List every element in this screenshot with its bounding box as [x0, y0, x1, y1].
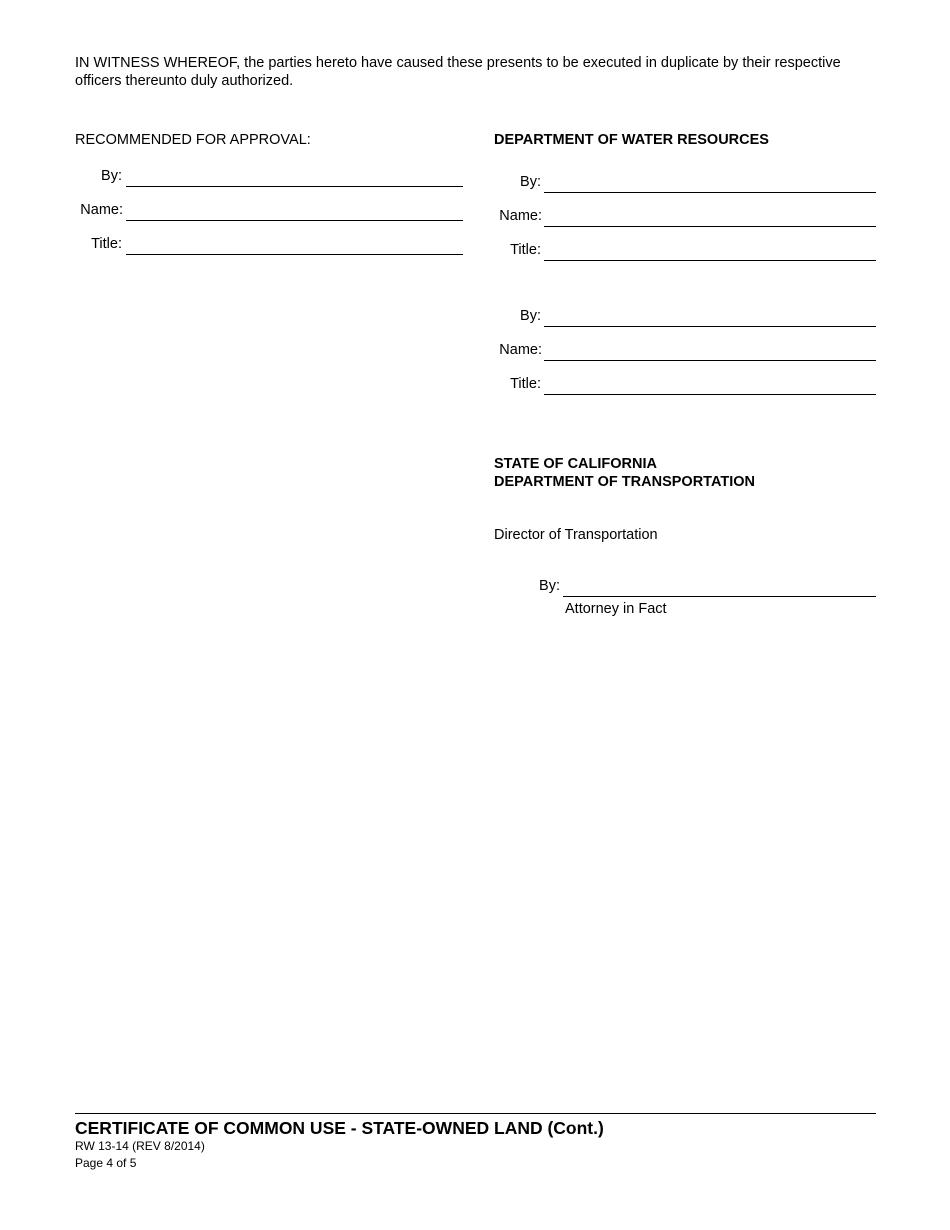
dwr-signer2-name-label: Name: — [499, 342, 542, 358]
dwr-heading: DEPARTMENT OF WATER RESOURCES — [494, 132, 769, 148]
state-by-signature-line[interactable] — [563, 596, 876, 597]
dwr-signer1-by-label: By: — [520, 174, 541, 190]
recommended-by-label: By: — [101, 168, 122, 184]
dwr-signer1-by-signature-line[interactable] — [544, 192, 876, 193]
form-number: RW 13-14 (REV 8/2014) — [75, 1139, 205, 1153]
recommended-name-line[interactable] — [126, 220, 463, 221]
dwr-signer1-name-label: Name: — [499, 208, 542, 224]
director-title: Director of Transportation — [494, 527, 658, 543]
page-number: Page 4 of 5 — [75, 1156, 137, 1170]
dwr-signer1-title-line[interactable] — [544, 260, 876, 261]
attorney-in-fact-caption: Attorney in Fact — [565, 601, 667, 617]
recommended-by-signature-line[interactable] — [126, 186, 463, 187]
recommended-title-label: Title: — [91, 236, 122, 252]
recommended-title-line[interactable] — [126, 254, 463, 255]
form-title: CERTIFICATE OF COMMON USE - STATE-OWNED LAND (Cont.) — [75, 1118, 604, 1138]
recommended-name-label: Name: — [80, 202, 123, 218]
dwr-signer1-title-label: Title: — [510, 242, 541, 258]
witness-paragraph: IN WITNESS WHEREOF, the parties hereto have caused these presents to be executed in duplicate by their respective officers thereunto duly authorized. — [75, 55, 841, 89]
dwr-signer2-name-line[interactable] — [544, 360, 876, 361]
state-heading-line2: DEPARTMENT OF TRANSPORTATION — [494, 474, 755, 490]
dwr-signer2-title-label: Title: — [510, 376, 541, 392]
footer-divider — [75, 1113, 876, 1114]
recommended-heading: RECOMMENDED FOR APPROVAL: — [75, 132, 311, 148]
dwr-signer2-by-signature-line[interactable] — [544, 326, 876, 327]
state-heading-line1: STATE OF CALIFORNIA — [494, 456, 657, 472]
dwr-signer1-name-line[interactable] — [544, 226, 876, 227]
dwr-signer2-title-line[interactable] — [544, 394, 876, 395]
dwr-signer2-by-label: By: — [520, 308, 541, 324]
state-by-label: By: — [539, 578, 560, 594]
